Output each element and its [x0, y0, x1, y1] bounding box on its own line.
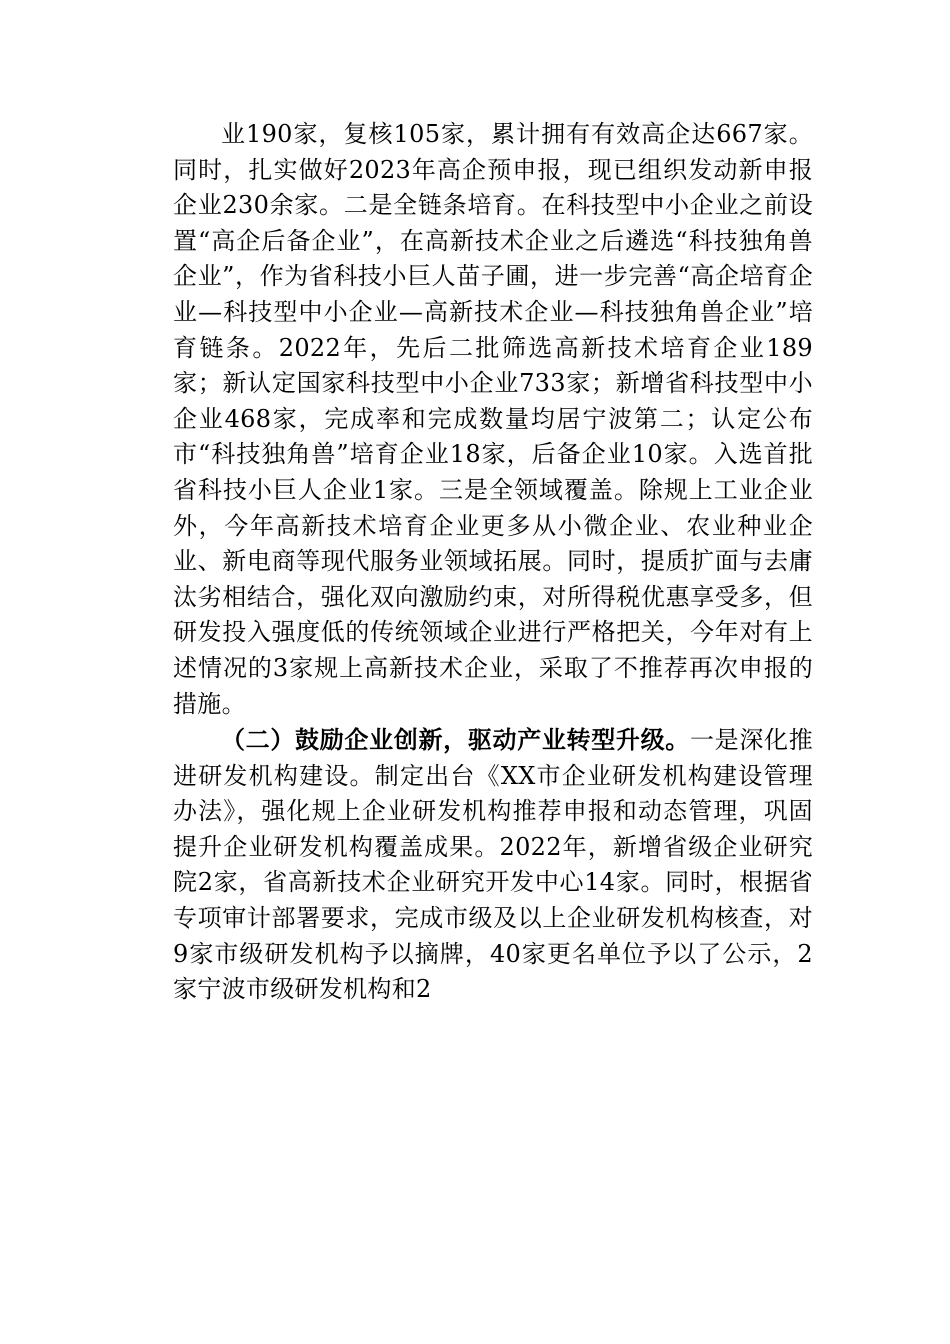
- document-body: [173, 117, 813, 1008]
- paragraph-2: [173, 722, 813, 1008]
- paragraph-1-text: 业190家，复核105家，累计拥有有效高企达667家。同时，扎实做好2023年高企预申报，现已组织发动新申报企业230余家。二是全链条培育。在科技型中小企业之前设置“高企后备企业”，在高新技术企业之后遴选“科技独角兽企业”，作为省科技小巨人苗子圃，进一步完善“高企培育企业—科技型中小企业—高新技术企业—科技独角兽企业”培育链条。2022年，先后二批筛选高新技术培育企业189家；新认定国家科技型中小企业733家；新增省科技型中小企业468家，完成率和完成数量均居宁波第二；认定公布市“科技独角兽”培育企业18家，后备企业10家。入选首批省科技小巨人企业1家。三是全领域覆盖。除规上工业企业外，今年高新技术培育企业更多从小微企业、农业种业企业、新电商等现代服务业领域拓展。同时，提质扩面与去庸汰劣相结合，强化双向激励约束，对所得税优惠享受多，但研发投入强度低的传统领域企业进行严格把关，今年对有上述情况的3家规上高新技术企业，采取了不推荐再次申报的措施。: [173, 120, 813, 718]
- paragraph-2-text: 一是深化推进研发机构建设。制定出台《XX市企业研发机构建设管理办法》，强化规上企业研发机构推荐申报和动态管理，巩固提升企业研发机构覆盖成果。2022年，新增省级企业研究院2家，省高新技术企业研究开发中心14家。同时，根据省专项审计部署要求，完成市级及以上企业研发机构核查，对9家市级研发机构予以摘牌，40家更名单位予以了公示，2家宁波市级研发机构和2: [173, 726, 813, 1004]
- paragraph-1: [173, 117, 813, 722]
- paragraph-2-heading: （二）鼓励企业创新，驱动产业转型升级。: [221, 725, 690, 755]
